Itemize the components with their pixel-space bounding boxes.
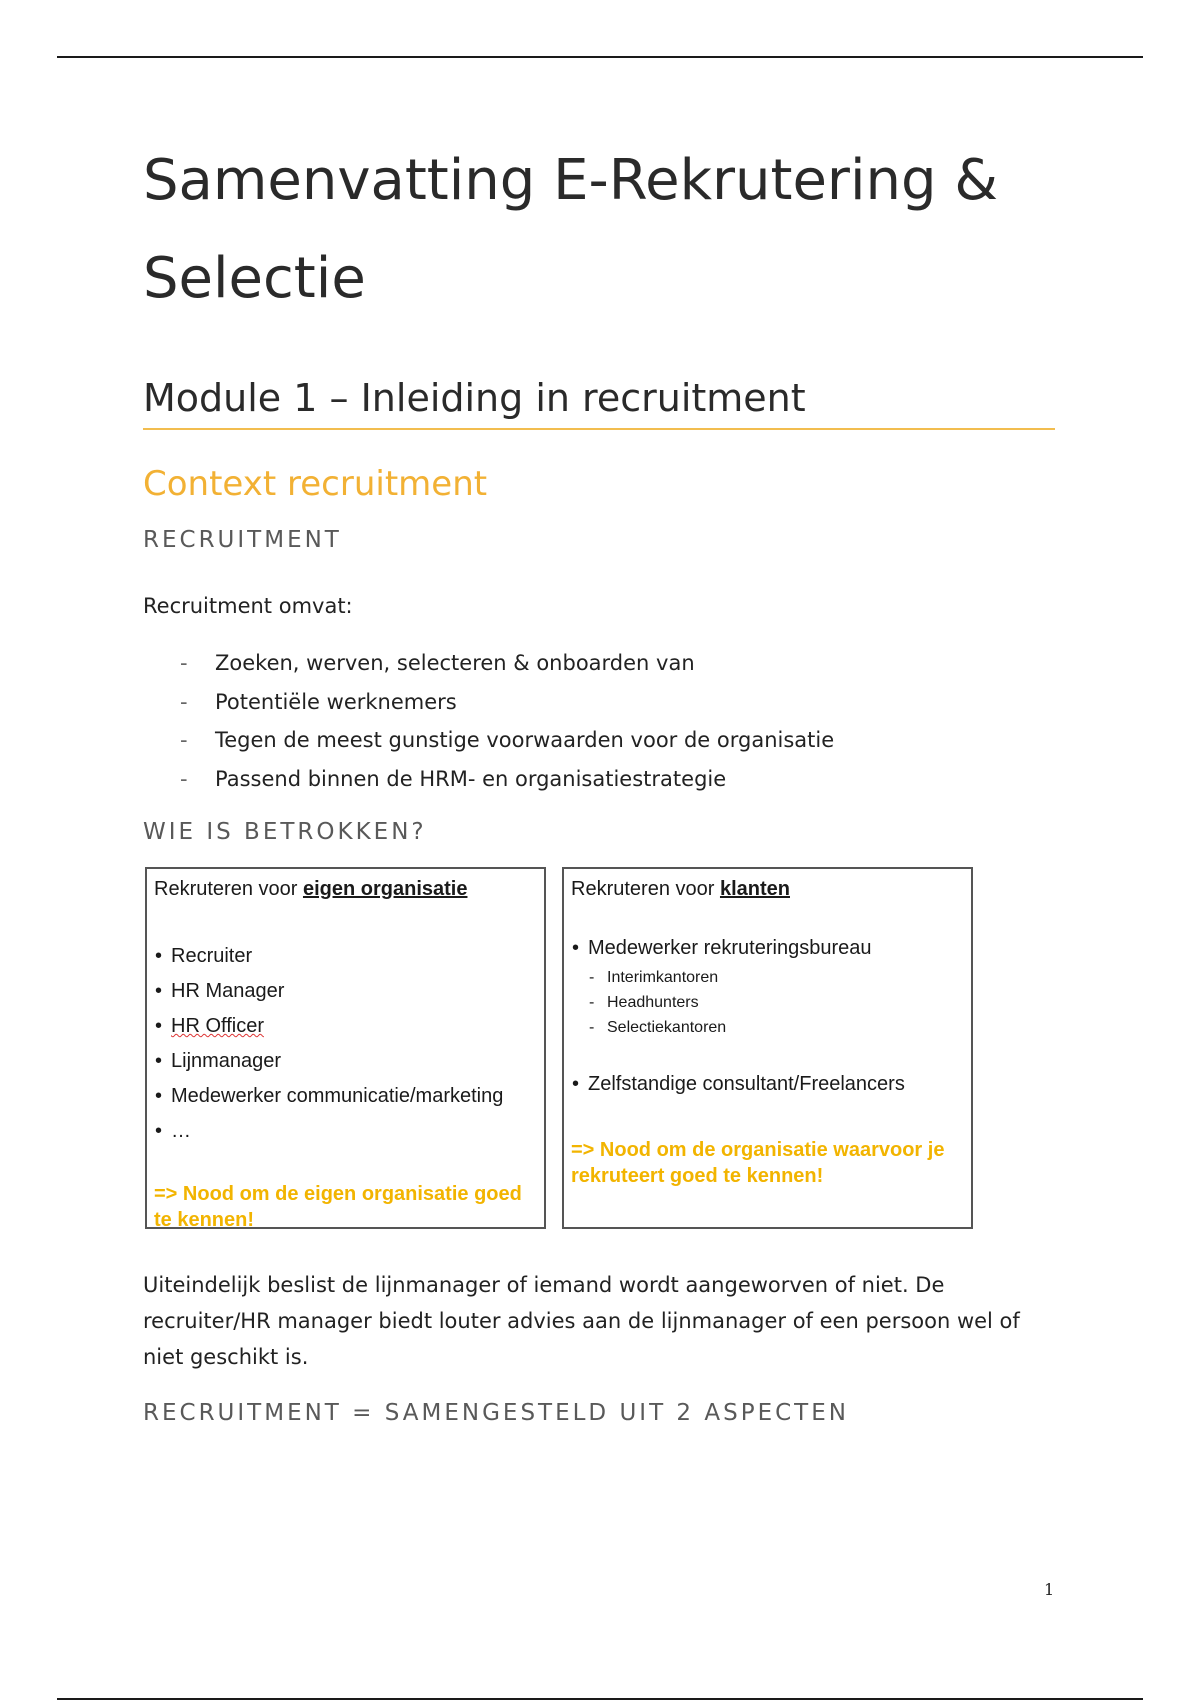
list-item-text: Medewerker communicatie/marketing [171, 1085, 504, 1107]
subheading-who-involved: WIE IS BETROKKEN? [143, 819, 427, 845]
list-item [143, 760, 834, 799]
intro-text: Recruitment omvat: [143, 594, 353, 618]
bullet-icon: • [572, 937, 580, 959]
page-number: 1 [1044, 1580, 1055, 1599]
header-rule [57, 56, 1143, 58]
list-item-text: HR Manager [171, 980, 285, 1002]
bullet-icon: • [155, 980, 163, 1002]
list-item-text: Lijnmanager [171, 1050, 282, 1072]
list-item-text: Recruiter [171, 945, 253, 967]
list-item [154, 1013, 503, 1039]
list-item [154, 1083, 503, 1109]
dash-icon: - [180, 651, 188, 675]
subheading-recruitment: RECRUITMENT [143, 527, 342, 553]
list-item-text: … [171, 1120, 191, 1142]
sub-list-item [589, 1015, 726, 1040]
list-item-text: Medewerker rekruteringsbureau [588, 937, 872, 959]
recruitment-list [143, 644, 834, 798]
box-heading [571, 875, 790, 903]
list-item-text: Zelfstandige consultant/Freelancers [588, 1073, 905, 1095]
box-heading-bold: klanten [719, 878, 790, 900]
dash-icon: - [589, 1019, 595, 1036]
list-item [154, 943, 503, 969]
list-item [571, 1071, 905, 1097]
list-item [571, 935, 871, 961]
sub-list-item [589, 965, 726, 990]
list-item [154, 978, 503, 1004]
list-item [143, 683, 834, 722]
box-heading [154, 875, 467, 903]
bullet-icon: • [155, 945, 163, 967]
sub-list-item [589, 990, 726, 1015]
bullet-icon: • [155, 1015, 163, 1037]
agency-types-list [589, 965, 726, 1040]
list-item-text: Potentiële werknemers [215, 689, 457, 714]
box-heading-prefix: Rekruteren voor [571, 878, 720, 900]
dash-icon: - [589, 969, 595, 986]
list-item [154, 1118, 503, 1144]
bullet-icon: • [155, 1050, 163, 1072]
list-item-text: Tegen de meest gunstige voorwaarden voor de organisatie [215, 728, 835, 752]
bullet-icon: • [572, 1073, 580, 1095]
list-item-text: Zoeken, werven, selecteren & onboarden van [215, 651, 695, 675]
subheading-two-aspects: RECRUITMENT = SAMENGESTELD UIT 2 ASPECTEN [143, 1400, 849, 1426]
body-paragraph: Uiteindelijk beslist de lijnmanager of iemand wordt aangeworven of niet. De recruiter/HR manager biedt louter advies aan de lijnmanager of een persoon wel of niet geschikt is. [143, 1273, 1020, 1369]
list-item [143, 644, 834, 683]
list-item [143, 721, 834, 760]
dash-icon: - [180, 689, 188, 714]
list-item-text: Passend binnen de HRM- en organisatiestrategie [215, 766, 727, 791]
module-heading: Module 1 – Inleiding in recruitment [143, 372, 1055, 430]
sub-list-item-text: Headhunters [607, 994, 699, 1011]
box-heading-prefix: Rekruteren voor [154, 878, 303, 900]
dash-icon: - [180, 728, 188, 752]
section-heading: Context recruitment [143, 464, 488, 504]
bullet-icon: • [155, 1085, 163, 1107]
list-item-text: HR Officer [171, 1015, 264, 1037]
own-organisation-box [145, 867, 546, 1229]
bullet-icon: • [155, 1120, 163, 1142]
list-item [154, 1048, 503, 1074]
sub-list-item-text: Interimkantoren [607, 969, 719, 986]
clients-box [562, 867, 973, 1229]
box-note: => Nood om de eigen organisatie goed te kennen! [154, 1183, 522, 1231]
sub-list-item-text: Selectiekantoren [607, 1019, 727, 1036]
document-title: Samenvatting E-Rekrutering & Selectie [143, 148, 999, 311]
dash-icon: - [180, 766, 188, 791]
dash-icon: - [589, 994, 595, 1011]
box-note: => Nood om de organisatie waarvoor je rekruteert goed te kennen! [571, 1139, 945, 1187]
box-heading-bold: eigen organisatie [302, 878, 468, 900]
own-organisation-list [154, 943, 503, 1153]
